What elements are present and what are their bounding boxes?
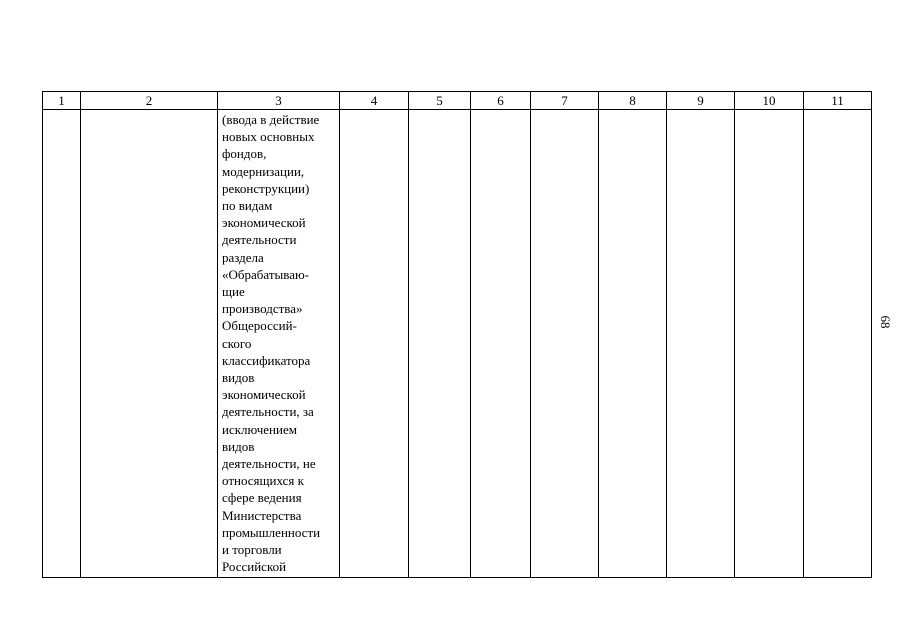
table-cell-col-8 [599, 110, 667, 578]
cell-text: (ввода в действие новых основных фондов, модернизации, реконструкции) по видам экономической деятельности раздела «Обрабатываю- щие производства» Общероссий- ского классификатора видов экономической деятельности, за исключением видов деятельности, не относящихся к сфере ведения Министерства промышленности и торговли Российской [222, 112, 321, 575]
page-number: 68 [878, 315, 893, 329]
table-row [43, 110, 872, 578]
column-header: 9 [667, 92, 735, 110]
column-header: 7 [531, 92, 599, 110]
table-cell-col-7 [531, 110, 599, 578]
column-header: 5 [409, 92, 471, 110]
table-cell-col-2 [81, 110, 218, 578]
column-header: 3 [218, 92, 340, 110]
column-header: 2 [81, 92, 218, 110]
cell-text [735, 110, 803, 111]
table-header-row [43, 92, 872, 110]
cell-text [43, 110, 80, 111]
cell-text [471, 110, 530, 111]
column-header: 1 [43, 92, 81, 110]
cell-text [667, 110, 734, 111]
column-header: 8 [599, 92, 667, 110]
cell-text [409, 110, 470, 111]
table-cell-col-5 [409, 110, 471, 578]
table-cell-col-11 [804, 110, 872, 578]
document-table [42, 91, 872, 578]
table-cell-col-10 [735, 110, 804, 578]
table-cell-col-3 [218, 110, 340, 578]
table-cell-col-9 [667, 110, 735, 578]
table-cell-col-6 [471, 110, 531, 578]
cell-text [804, 110, 871, 111]
column-header: 11 [804, 92, 872, 110]
column-header: 6 [471, 92, 531, 110]
cell-text [599, 110, 666, 111]
cell-text [340, 110, 408, 111]
table-cell-col-4 [340, 110, 409, 578]
cell-text [81, 110, 217, 111]
column-header: 10 [735, 92, 804, 110]
column-header: 4 [340, 92, 409, 110]
cell-text [531, 110, 598, 111]
table-cell-col-1 [43, 110, 81, 578]
